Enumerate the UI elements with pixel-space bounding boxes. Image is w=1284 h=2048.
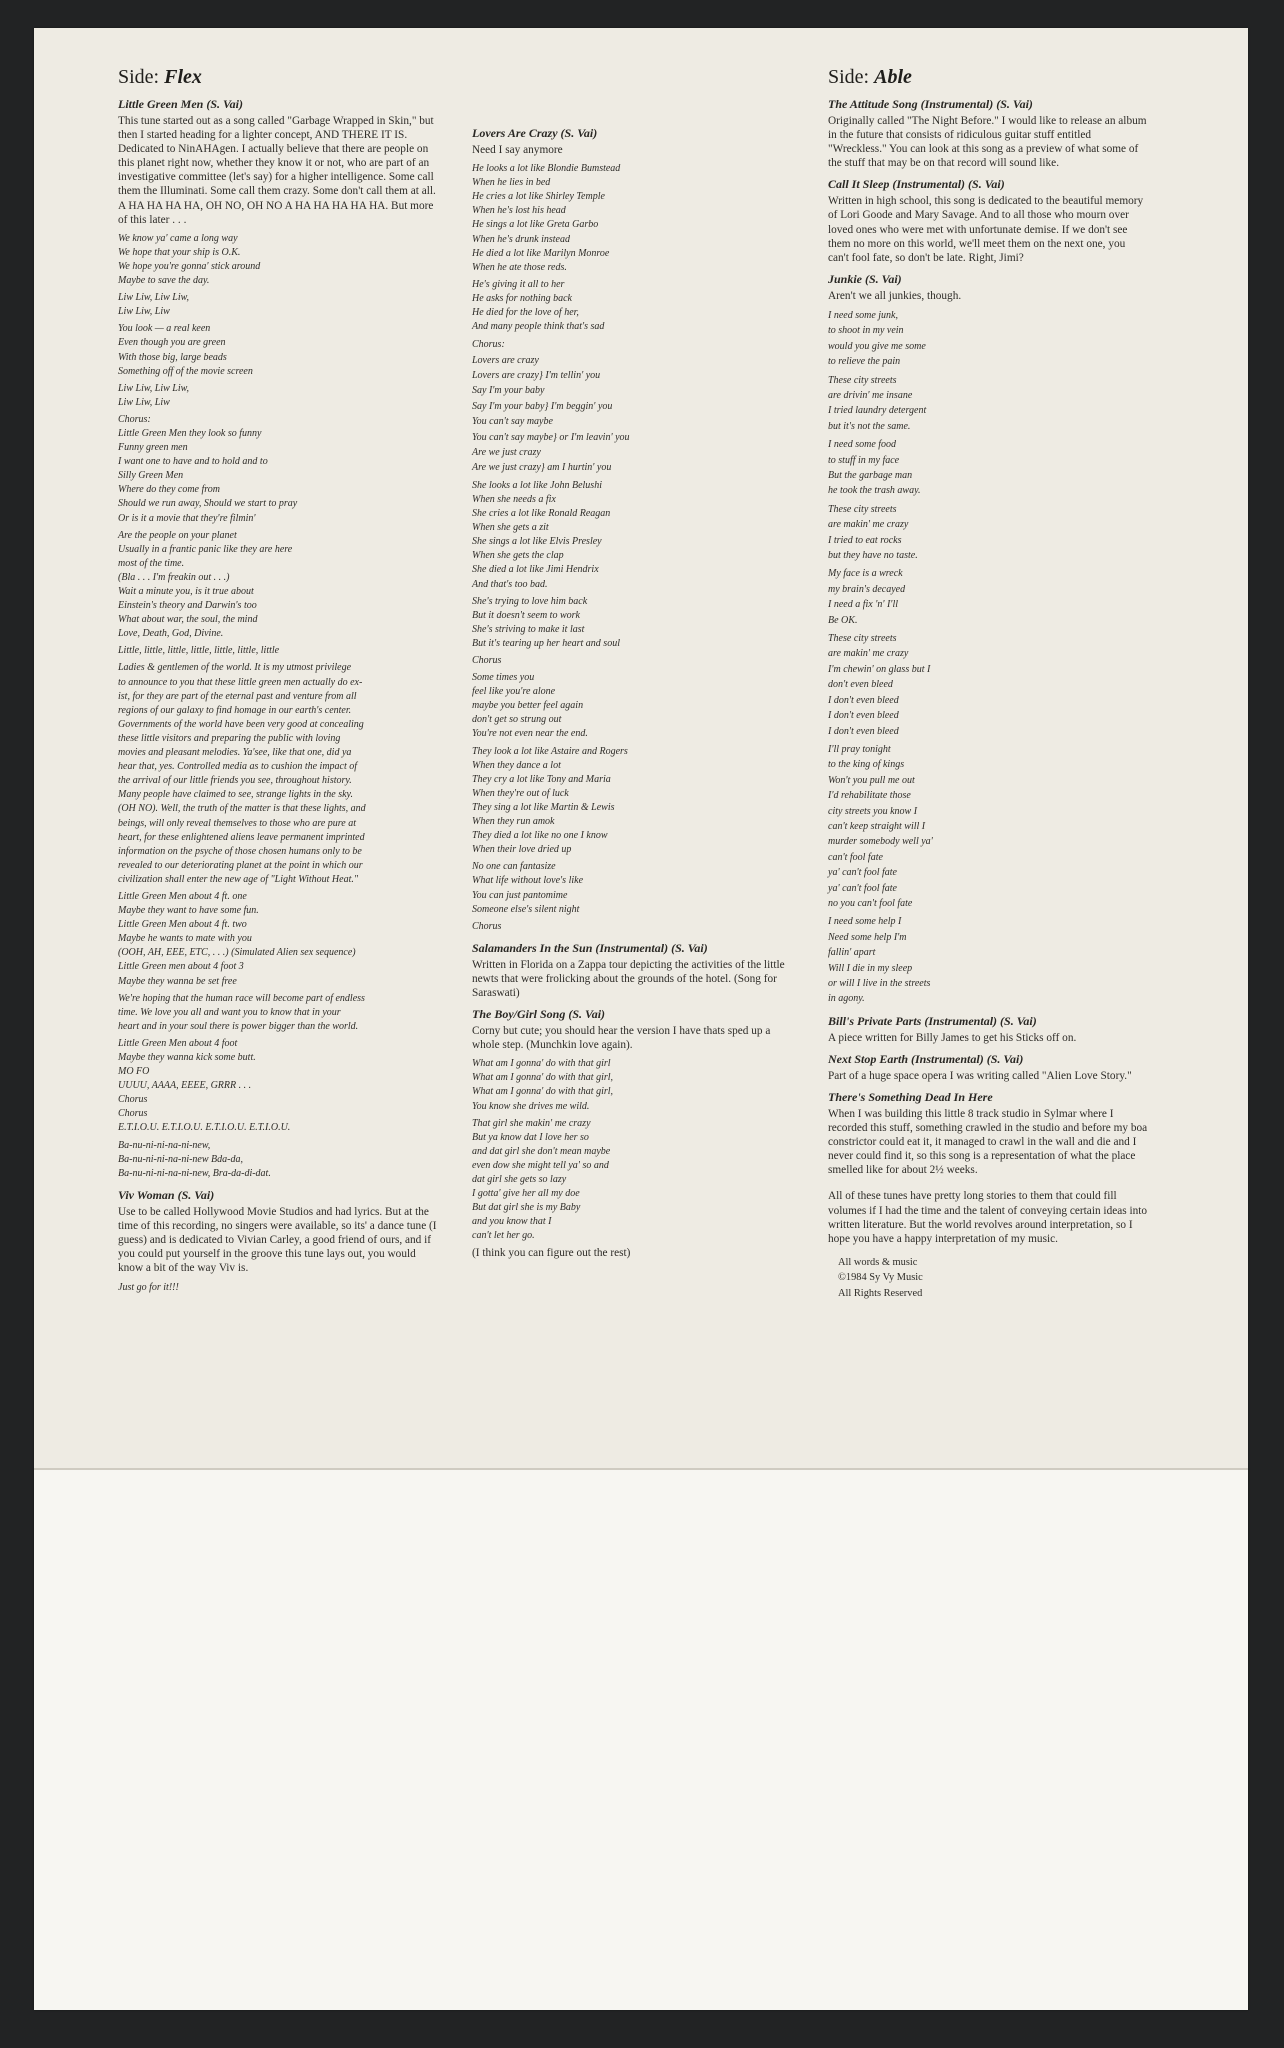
- song-title: Lovers Are Crazy (S. Vai): [472, 126, 598, 140]
- lyric-verse: Are the people on your planet Usually in a frantic panic like they are here most of the time. (Bla . . . I'm freakin out . . .) Wait a minute you, is it true about Einstein's theory and Darwin's too What about war, the soul, the mind Love, Death, God, Divine.: [118, 529, 293, 640]
- side-heading-flex: Side: Flex: [118, 66, 202, 88]
- song-notes: When I was building this little 8 track studio in Sylmar where I recorded this stuff, something crawled in the studio and before my boa constrictor could eat it, it managed to crawl in the wall and die and I never could find it, so this song is a representation of what the place smelled like for about 2½ weeks.: [828, 1108, 1148, 1177]
- song-notes: Originally called "The Night Before." I would like to release an album in the future that consists of ridiculous guitar stuff entitled "Wreckless." You can look at this song as a preview of what some of the stuff that may be on that record will sound like.: [828, 115, 1147, 170]
- lyric-verse: Chorus: [472, 920, 502, 932]
- song-notes: A piece written for Billy James to get his Sticks off on.: [828, 1031, 1077, 1044]
- credit-line: ©1984 Sy Vy Music: [838, 1272, 923, 1284]
- song-title: Salamanders In the Sun (Instrumental) (S. Vai): [472, 940, 708, 955]
- song-title: Viv Woman (S. Vai): [118, 1187, 215, 1202]
- side-heading-able: Side: Able: [828, 66, 912, 88]
- lyric-verse: We're hoping that the human race will become part of endless time. We love you all and want you to know that in your heart and in your soul there is power bigger than the world.: [118, 992, 365, 1032]
- lyric-verse: I need some help I Need some help I'm fallin' apart Will I die in my sleep or will I live in the streets in agony.: [828, 916, 931, 1005]
- song-notes: Part of a huge space opera I was writing called "Alien Love Story.": [828, 1069, 1132, 1082]
- lyric-verse: He's giving it all to her He asks for nothing back He died for the love of her, And many people think that's sad: [472, 278, 605, 333]
- song-notes: Aren't we all junkies, though.: [828, 289, 962, 302]
- song-title: Little Green Men (S. Vai): [118, 97, 243, 111]
- lyric-verse: Just go for it!!!: [118, 1282, 179, 1294]
- lyric-verse: She's trying to love him back But it doesn't seem to work She's striving to make it last But it's tearing up her heart and soul: [472, 595, 620, 649]
- fold-line: [34, 1468, 1248, 1470]
- lyric-verse: Liw Liw, Liw Liw, Liw Liw, Liw: [118, 292, 190, 318]
- lyric-chorus: Chorus: Little Green Men they look so funny Funny green men I want one to have and to hold and to Silly Green Men Where do they come from Should we run away, Should we start to pray Or is it a movie that they're filmin': [118, 413, 298, 524]
- song-closing: (I think you can figure out the rest): [472, 1247, 631, 1260]
- song-notes: This tune started out as a song called "Garbage Wrapped in Skin," but then I started heading for a lighter concept, AND THERE IT IS. Dedicated to NinAHAgen. I actually believe that there are people on this planet right now, whether they know it or not, who are part of an investigative committee (let's say) for a higher intelligence. Some call them the Illuminati. Some call them crazy. Some don't call them at all. A HA HA HA HA, OH NO, OH NO A HA HA HA HA HA. But more of this later . . .: [118, 115, 436, 226]
- lyric-verse: You look — a real keen Even though you are green With those big, large beads Something off of the movie screen: [118, 323, 253, 377]
- lyric-verse: They look a lot like Astaire and Rogers When they dance a lot They cry a lot like Tony and Maria When they're out of luck They sing a lot like Martin & Lewis When they run amok They died a lot like no one I know When their love dried up: [472, 745, 628, 856]
- lyric-verse: My face is a wreck my brain's decayed I need a fix 'n' I'll Be OK.: [828, 568, 906, 626]
- song-title: The Boy/Girl Song (S. Vai): [472, 1007, 606, 1022]
- lyric-verse: These city streets are makin' me crazy I'm chewin' on glass but I don't even bleed I don't even bleed I don't even bleed I don't even bleed: [828, 633, 931, 737]
- song-title: Junkie (S. Vai): [828, 271, 902, 286]
- song-notes: Use to be called Hollywood Movie Studios and had lyrics. But at the time of this recording, no singers were available, so its' a dance tune (I guess) and is dedicated to Vivian Carley, a good friend of ours, and if you could put yourself in the groove this tune lays out, you would know a bit of the way Viv is.: [118, 1205, 437, 1275]
- song-notes: Need I say anymore: [472, 144, 563, 156]
- credit-line: All Rights Reserved: [838, 1288, 923, 1300]
- credit-line: All words & music: [838, 1256, 918, 1268]
- song-notes: Written in Florida on a Zappa tour depicting the activities of the little newts that were frolicking about the grounds of the hotel. (Song for Saraswati): [472, 958, 785, 999]
- afterword: All of these tunes have pretty long stories to them that could fill volumes if I had the time and the talent of conveying certain ideas into written literature. But the world revolves around interpretation, so I hope you have a happy interpretation of my music.: [828, 1190, 1148, 1245]
- lyric-chorus: Chorus: Lovers are crazy Lovers are crazy} I'm tellin' you Say I'm your baby Say I'm your baby} I'm beggin' you You can't say maybe You can't say maybe} or I'm leavin' you Are we just crazy Are we just crazy} am I hurtin' you: [472, 339, 630, 474]
- song-notes: Written in high school, this song is dedicated to the beautiful memory of Lori Goode and Mary Savage. And to all those who mourn over loved ones who were met with unfortunate demise. If we don't see them no more on this world, we'll meet them on the next one, you can't fool fate, so don't be late. Right, Jimi?: [828, 195, 1144, 264]
- lyric-verse: What am I gonna' do with that girl What am I gonna' do with that girl, What am I gonna' do with that girl, You know she drives me wild.: [472, 1058, 614, 1112]
- song-notes: Corny but cute; you should hear the version I have thats sped up a whole step. (Munchkin love again).: [472, 1025, 771, 1052]
- lyric-sheet: [34, 28, 1248, 2010]
- column-middle: [472, 66, 794, 1266]
- lyric-verse: No one can fantasize What life without love's like You can just pantomime Someone else's silent night: [472, 861, 584, 915]
- lyric-verse: She looks a lot like John Belushi When she needs a fix She cries a lot like Ronald Reagan When she gets a zit She sings a lot like Elvis Presley When she gets the clap She died a lot like Jimi Hendrix And that's too bad.: [472, 479, 611, 590]
- lyric-verse: I need some food to stuff in my face But the garbage man he took the trash away.: [828, 439, 921, 497]
- column-side-able: [828, 66, 1148, 1303]
- lyric-monologue: Ladies & gentlemen of the world. It is my utmost privilege to announce to you that these little green men actually do ex- ist, for they are part of the eternal past and venture from all regions of our galaxy to find homage in our earth's center. Governments of the world have been very good at concealing these little visitors and preparing the public with loving movies and pleasant melodies. Ya'see, like that one, did ya hear that, yes. Controlled media as to cushion the impact of the arrival of our little friends you see, throughout history. Many people have claimed to see, strange lights in the sky. (OH NO). Well, the truth of the matter is that these lights, and beings, will only reveal themselves to those who are pure at heart, for these enlightened aliens leave permanent imprinted information on the psyche of those chosen humans only to be revealed to our deteriorating planet at the point in which our civilization shall enter the new age of "Light Without Heat.": [118, 662, 366, 885]
- lyric-verse: Little, little, little, little, little, little, little: [118, 645, 280, 657]
- lyric-verse: Chorus: [472, 655, 502, 666]
- lyric-verse: We know ya' came a long way We hope that your ship is O.K. We hope you're gonna' stick around Maybe to save the day.: [118, 232, 261, 287]
- song-title: There's Something Dead In Here: [828, 1090, 993, 1104]
- lyric-verse: I need some junk, to shoot in my vein would you give me some to relieve the pain: [828, 309, 926, 368]
- song-title: The Attitude Song (Instrumental) (S. Vai): [828, 97, 1033, 111]
- column-side-flex: [118, 66, 438, 1299]
- lyric-verse: These city streets are drivin' me insane I tried laundry detergent but it's not the same.: [828, 374, 927, 432]
- lyric-verse: Ba-nu-ni-ni-na-ni-new, Ba-nu-ni-ni-na-ni-new Bda-da, Ba-nu-ni-ni-na-ni-new, Bra-da-di-dat.: [118, 1139, 271, 1179]
- credits-block: [838, 1256, 1148, 1301]
- song-title: Next Stop Earth (Instrumental) (S. Vai): [828, 1051, 1024, 1066]
- lyric-verse: Little Green Men about 4 ft. one Maybe they want to have some fun. Little Green Men about 4 ft. two Maybe he wants to mate with you (OOH, AH, EEE, ETC, . . .) (Simulated Alien sex sequence) Little Green men about 4 foot 3 Maybe they wanna be set free: [118, 890, 356, 987]
- lyric-verse: He looks a lot like Blondie Bumstead When he lies in bed He cries a lot like Shirley Temple When he's lost his head He sings a lot like Greta Garbo When he's drunk instead He died a lot like Marilyn Monroe When he ate those reds.: [472, 163, 621, 273]
- song-title: Call It Sleep (Instrumental) (S. Vai): [828, 177, 1005, 192]
- lyric-verse: Some times you feel like you're alone maybe you better feel again don't get so strung out You're not even near the end.: [472, 672, 588, 740]
- lyric-verse: These city streets are makin' me crazy I tried to eat rocks but they have no taste.: [828, 503, 918, 562]
- lyric-verse: I'll pray tonight to the king of kings Won't you pull me out I'd rehabilitate those city streets you know I can't keep straight will I murder somebody well ya' can't fool fate ya' can't fool fate ya' can't fool fate no you can't fool fate: [828, 743, 933, 909]
- lyric-verse: Liw Liw, Liw Liw, Liw Liw, Liw: [118, 382, 190, 408]
- song-title: Bill's Private Parts (Instrumental) (S. Vai): [828, 1013, 1037, 1028]
- lyric-verse: That girl she makin' me crazy But ya know dat I love her so and dat girl she don't mean maybe even dow she might tell ya' so and dat girl she gets so lazy I gotta' give her all my doe But dat girl she is my Baby and you know that I can't let her go.: [472, 1117, 611, 1242]
- lyric-verse: Little Green Men about 4 foot Maybe they wanna kick some butt. MO FO UUUU, AAAA, EEEE, GRRR . . . Chorus Chorus E.T.I.O.U. E.T.I.O.U. E.T.I.O.U. E.T.I.O.U.: [118, 1037, 291, 1134]
